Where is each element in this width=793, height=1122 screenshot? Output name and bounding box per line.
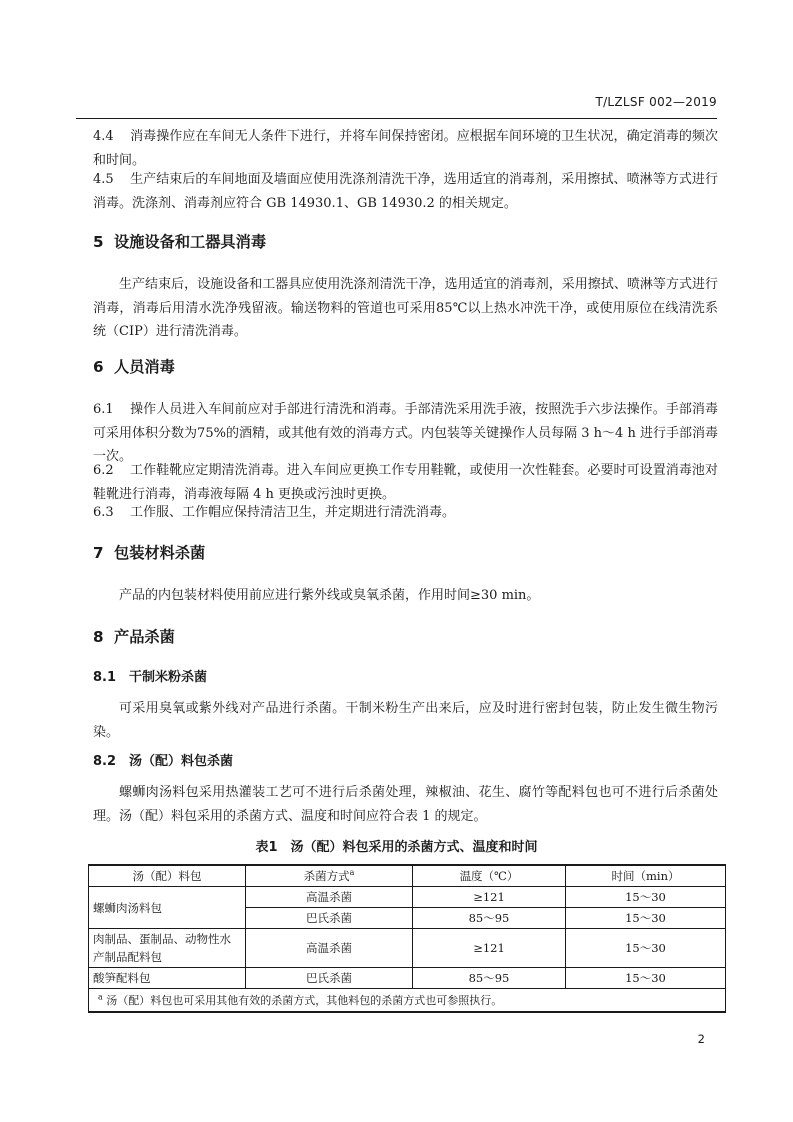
section-7-paragraph: 产品的内包装材料使用前应进行紫外线或臭氧杀菌，作用时间≥30 min。 [119, 588, 540, 603]
clause-text: 工作服、工作帽应保持清洁卫生，并定期进行清洗消毒。 [130, 505, 456, 520]
section-number: 8.1 [93, 670, 117, 685]
header-package: 汤（配）料包 [89, 865, 246, 887]
cell-method: 高温杀菌 [246, 929, 413, 968]
cell-package: 螺蛳肉汤料包 [89, 887, 246, 929]
clause-4-5 [93, 168, 718, 215]
clause-6-2 [93, 459, 718, 506]
section-number: 6 [93, 358, 104, 376]
clause-4-4 [93, 125, 718, 172]
clause-6-3 [93, 501, 718, 525]
header-method-label: 杀菌方式 [303, 869, 350, 883]
section-5-paragraph: 生产结束后，设施设备和工器具应使用洗涤剂清洗干净，选用适宜的消毒剂，采用擦拭、喷淋等方式进行消毒，消毒后用清水洗净残留液。输送物料的管道也可采用85℃以上热水冲洗干净，或使用原位在线清洗系统（CIP）进行清洗消毒。 [93, 277, 718, 339]
clause-number: 4.4 [93, 129, 114, 144]
cell-time: 15～30 [566, 887, 726, 908]
cell-method: 巴氏杀菌 [246, 968, 413, 989]
cell-temperature: ≥121 [413, 929, 566, 968]
section-number: 7 [93, 544, 104, 562]
section-8-2-paragraph: 螺蛳肉汤料包采用热灌装工艺可不进行后杀菌处理，辣椒油、花生、腐竹等配料包也可不进行后杀菌处理。汤（配）料包采用的杀菌方式、温度和时间应符合表 1 的规定。 [93, 785, 718, 824]
section-5-heading [93, 232, 266, 252]
clause-text: 操作人员进入车间前应对手部进行清洗和消毒。手部清洗采用洗手液，按照洗手六步法操作。手部消毒可采用体积分数为75%的酒精，或其他有效的消毒方式。内包装等关键操作人员每隔 3 h～4 h 进行手部消毒一次。 [93, 402, 718, 464]
section-7-heading [93, 543, 205, 563]
cell-method: 高温杀菌 [246, 887, 413, 908]
section-title: 干制米粉杀菌 [129, 670, 208, 685]
footnote-text: 汤（配）料包也可采用其他有效的杀菌方式，其他料包的杀菌方式也可参照执行。 [106, 994, 503, 1007]
header-temperature: 温度（℃） [413, 865, 566, 887]
cell-package: 酸笋配料包 [89, 968, 246, 989]
section-8-1-heading [93, 668, 207, 688]
section-number: 8.2 [93, 754, 117, 769]
table-row [89, 929, 726, 968]
footnote-mark: a [98, 992, 103, 1002]
cell-method: 巴氏杀菌 [246, 908, 413, 929]
section-8-heading [93, 627, 175, 647]
clause-6-1 [93, 398, 718, 469]
section-title: 汤（配）料包杀菌 [129, 754, 234, 769]
table-header-row [89, 865, 726, 887]
sterilization-table [88, 864, 726, 1013]
header-footnote-mark: a [349, 868, 355, 878]
section-title: 包装材料杀菌 [114, 544, 206, 562]
cell-time: 15～30 [566, 968, 726, 989]
section-number: 8 [93, 628, 104, 646]
header-time: 时间（min） [566, 865, 726, 887]
cell-temperature: 85～95 [413, 968, 566, 989]
cell-temperature: ≥121 [413, 887, 566, 908]
section-8-2-heading [93, 752, 233, 772]
header-rule [76, 118, 717, 119]
document-code: T/LZLSF 002—2019 [595, 95, 717, 109]
header-method [246, 865, 413, 887]
table-note-row [89, 989, 726, 1013]
cell-time: 15～30 [566, 929, 726, 968]
section-title: 设施设备和工器具消毒 [114, 233, 267, 251]
clause-number: 4.5 [93, 172, 114, 187]
clause-text: 生产结束后的车间地面及墙面应使用洗涤剂清洗干净，选用适宜的消毒剂，采用擦拭、喷淋等方式进行消毒。洗涤剂、消毒剂应符合 GB 14930.1、GB 14930.2 的相关规定。 [93, 172, 718, 211]
clause-number: 6.1 [93, 402, 114, 417]
section-8-1-paragraph: 可采用臭氧或紫外线对产品进行杀菌。干制米粉生产出来后，应及时进行密封包装，防止发生微生物污染。 [93, 701, 718, 740]
table-row [89, 968, 726, 989]
cell-time: 15～30 [566, 908, 726, 929]
clause-number: 6.2 [93, 463, 114, 478]
table-row [89, 887, 726, 908]
section-6-heading [93, 357, 175, 377]
clause-number: 6.3 [93, 505, 114, 520]
section-number: 5 [93, 233, 104, 251]
clause-text: 消毒操作应在车间无人条件下进行，并将车间保持密闭。应根据车间环境的卫生状况，确定消毒的频次和时间。 [93, 129, 718, 168]
table-caption: 表1 汤（配）料包采用的杀菌方式、温度和时间 [255, 840, 538, 855]
page-number: 2 [697, 1032, 705, 1046]
table-footnote [89, 989, 726, 1013]
section-title: 产品杀菌 [114, 628, 175, 646]
cell-temperature: 85～95 [413, 908, 566, 929]
section-title: 人员消毒 [114, 358, 175, 376]
clause-text: 工作鞋靴应定期清洗消毒。进入车间应更换工作专用鞋靴，或使用一次性鞋套。必要时可设置消毒池对鞋靴进行消毒，消毒液每隔 4 h 更换或污浊时更换。 [93, 463, 718, 502]
cell-package: 肉制品、蛋制品、动物性水产制品配料包 [89, 929, 246, 968]
